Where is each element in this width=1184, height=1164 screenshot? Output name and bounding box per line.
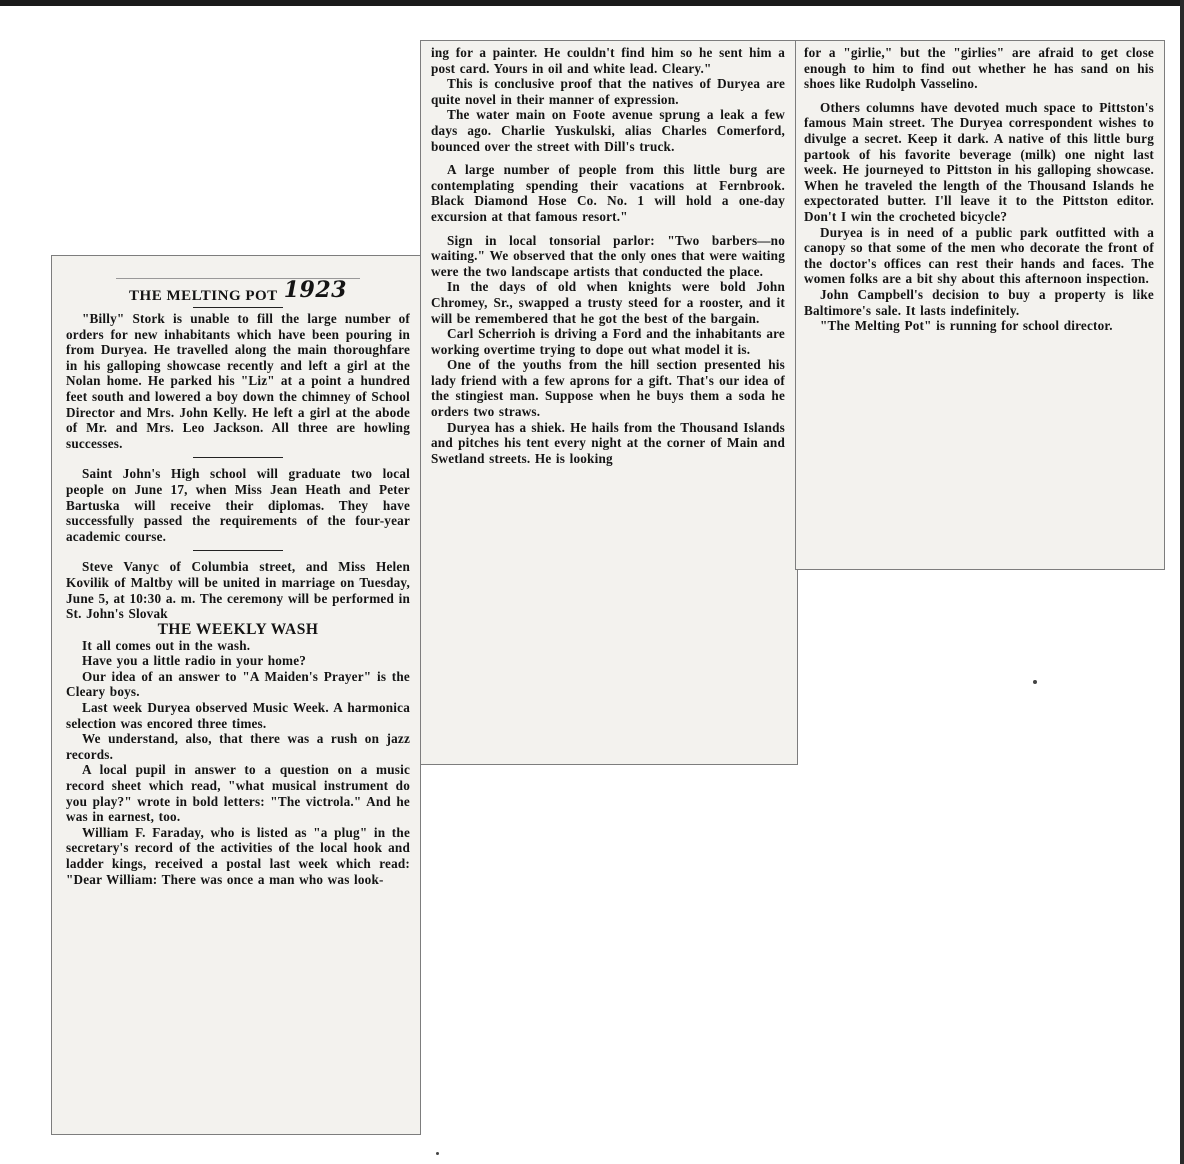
article-paragraph: ing for a painter. He couldn't find him so he sent him a post card. Yours in oil and white lead. Cleary." (431, 45, 785, 76)
scan-edge-top (0, 0, 1184, 6)
clipping-column-1 (51, 255, 421, 1135)
article-paragraph: Duryea has a shiek. He hails from the Thousand Islands and pitches his tent every night at the corner of Main and Swetland streets. He is looking (431, 419, 785, 466)
handwritten-year: 1923 (283, 277, 347, 303)
article-paragraph: Saint John's High school will graduate two local people on June 17, when Miss Jean Heath and Peter Bartuska will receive their diplomas. They have successfully passed the requirements of the four-year academic course. (66, 466, 410, 544)
section-divider (193, 550, 283, 551)
article-paragraph: Have you a little radio in your home? (82, 653, 307, 669)
headline-text: THE MELTING POT (129, 288, 278, 304)
article-paragraph: "The Melting Pot" is running for school director. (820, 318, 1113, 334)
scan-edge-right (1180, 0, 1184, 1164)
dust-speck (1033, 680, 1037, 684)
article-paragraph: William F. Faraday, who is listed as "a plug" in the secretary's record of the activities of the local hook and ladder kings, received a postal last week which read: "Dear William: There was once a man who was look- (66, 824, 410, 887)
article-paragraph: Sign in local tonsorial parlor: "Two barbers—no waiting." We observed that the only ones that were waiting were the two landscape artists that conducted the place. (431, 232, 785, 279)
article-paragraph: A large number of people from this little burg are contemplating spending their vacations at Fernbrook. Black Diamond Hose Co. No. 1 will hold a one-day excursion at that famous resort." (431, 162, 785, 224)
section-divider (193, 457, 283, 458)
article-paragraph: Others columns have devoted much space to Pittston's famous Main street. The Duryea correspondent wishes to divulge a secret. Keep it dark. A native of this little burg partook of his favorite beverage (milk) one night last week. He journeyed to Pittston in his galloping showcase. When he traveled the length of the Thousand Islands he expectorated butter. I'll leave it to the Pittston editor. Don't I win the crocheted bicycle? (804, 99, 1154, 224)
dust-speck (436, 1152, 439, 1155)
article-paragraph: Last week Duryea observed Music Week. A harmonica selection was encored three times. (66, 700, 410, 731)
article-paragraph: "Billy" Stork is unable to fill the large number of orders for new inhabitants which have been pouring in from Duryea. He travelled along the main thoroughfare in his galloping showcase recently and left a girl at the Nolan home. He parked his "Liz" at a point a hundred feet south and lowered a boy down the chimney of School Director and Mrs. John Kelly. He left a girl at the abode of Mr. and Mrs. Leo Jackson. All three are howling successes. (66, 311, 410, 451)
article-paragraph: One of the youths from the hill section presented his lady friend with a few aprons for a gift. That's our idea of the stingiest man. Suppose when he buys them a soda he orders two straws. (431, 357, 785, 420)
article-paragraph: John Campbell's decision to buy a property is like Baltimore's sale. It lasts indefinitely. (804, 286, 1154, 318)
headline-rule (193, 307, 283, 308)
clipping-column-2 (420, 40, 798, 765)
article-paragraph: A local pupil in answer to a question on a music record sheet which read, "what musical instrument do you play?" wrote in bold letters: "The victrola." And he was in earnest, too. (66, 762, 410, 825)
article-paragraph: This is conclusive proof that the natives of Duryea are quite novel in their manner of expression. (431, 76, 785, 107)
article-paragraph: Our idea of an answer to "A Maiden's Prayer" is the Cleary boys. (66, 668, 410, 700)
clipping-column-3 (795, 40, 1165, 570)
article-paragraph: In the days of old when knights were bold John Chromey, Sr., swapped a trusty steed for a rooster, and it will be remembered that he got the best of the bargain. (431, 279, 785, 326)
column-headline (66, 277, 410, 305)
article-paragraph: Carl Scherrioh is driving a Ford and the inhabitants are working overtime trying to dope out what model it is. (431, 326, 785, 357)
article-paragraph: The water main on Foote avenue sprung a leak a few days ago. Charlie Yuskulski, alias Charles Comerford, bounced over the street with Dill's truck. (431, 107, 785, 154)
article-paragraph: Duryea is in need of a public park outfitted with a canopy so that some of the men who decorate the front of the doctor's offices can rest their hands and faces. The women folks are a bit shy about this afternoon inspection. (804, 224, 1154, 287)
weekly-wash-subhead: THE WEEKLY WASH (157, 620, 319, 638)
article-paragraph: Steve Vanyc of Columbia street, and Miss Helen Kovilik of Maltby will be united in marriage on Tuesday, June 5, at 10:30 a. m. The ceremony will be performed in St. John's Slovak (66, 559, 410, 622)
article-paragraph: for a "girlie," but the "girlies" are afraid to get close enough to him to find out whether he has sand on his shoes like Rudolph Vasselino. (804, 45, 1154, 92)
article-paragraph: It all comes out in the wash. (82, 637, 251, 653)
article-paragraph: We understand, also, that there was a rush on jazz records. (66, 731, 410, 762)
